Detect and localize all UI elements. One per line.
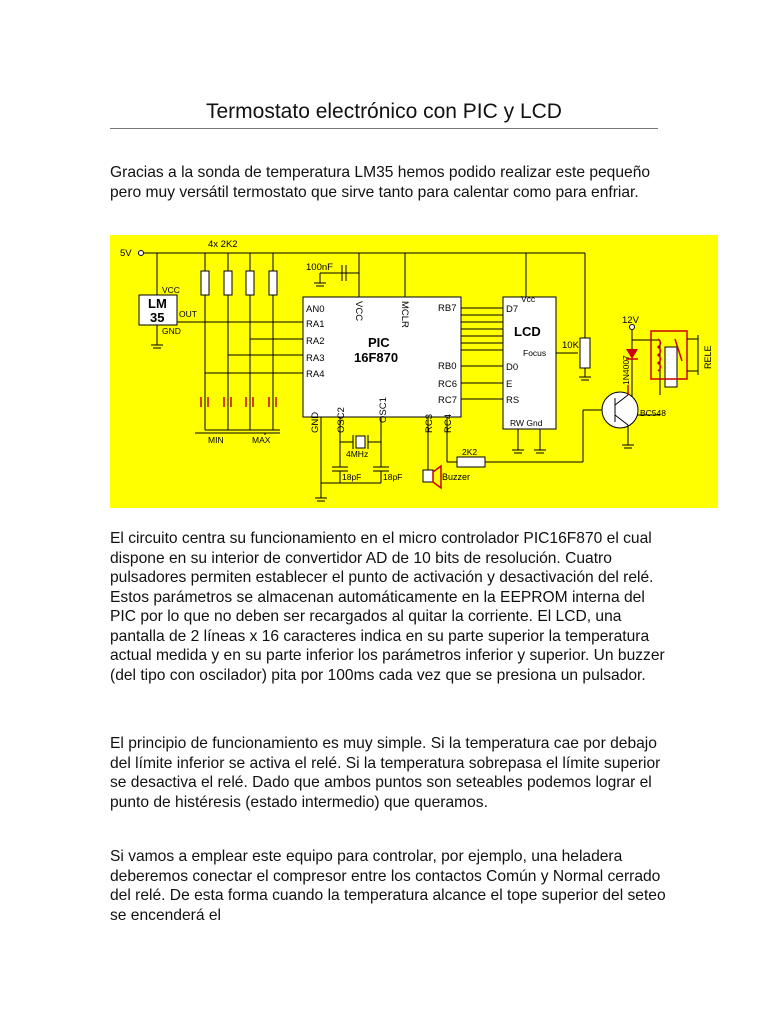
label-pot-10k: 10K: [562, 340, 579, 351]
page-title: Termostato electrónico con PIC y LCD: [206, 100, 562, 124]
label-diode: 1N4007: [621, 355, 631, 385]
pin-mclr: MCLR: [399, 301, 410, 328]
label-pic-line1: PIC: [368, 335, 390, 350]
pin-rc3: RC3: [424, 413, 435, 433]
pin-rc4: RC4: [443, 413, 454, 433]
label-crystal: 4MHz: [346, 449, 369, 459]
label-lm35-vcc: VCC: [162, 285, 180, 295]
label-12v: 12V: [622, 315, 639, 326]
label-btn-min: MIN: [208, 435, 224, 445]
label-btn-max: MAX: [252, 435, 271, 445]
pin-osc2: OSC2: [336, 407, 347, 433]
pin-rc6: RC6: [438, 379, 458, 390]
label-5v: 5V: [120, 248, 132, 259]
circuit-schematic: [110, 235, 718, 508]
pin-rb7: RB7: [438, 303, 457, 314]
body-paragraph-principle: El principio de funcionamiento es muy simple. Si la temperatura cae por debajo del límite inferior se activa el relé. Si la temperatura sobrepasa el límite superior se desactiva el relé. Dado que ambos puntos son seteables podemos lograr el punto de histéresis (estado intermedio) que queramos.: [110, 735, 661, 811]
lcd-rs: RS: [506, 395, 520, 406]
title-divider: [110, 128, 658, 129]
pin-ra4: RA4: [306, 369, 325, 380]
label-lm35-line1: LM: [148, 296, 167, 311]
intro-paragraph: Gracias a la sonda de temperatura LM35 hemos podido realizar este pequeño pero muy versátil termostato que sirve tanto para calentar como para enfriar.: [110, 164, 651, 201]
label-buzzer: Buzzer: [442, 472, 471, 482]
label-lm35-out: OUT: [179, 309, 197, 319]
lcd-title: LCD: [514, 324, 541, 339]
pin-an0: AN0: [306, 304, 325, 315]
lcd-rwgnd: RW Gnd: [510, 418, 543, 428]
body-paragraph-usage: Si vamos a emplear este equipo para controlar, por ejemplo, una heladera deberemos conectar el compresor entre los contactos Común y Normal cerrado del relé. De esta forma cuando la temperatura alcance el tope superior del seteo se encenderá el: [110, 848, 666, 924]
schematic-drawing: [110, 235, 718, 508]
pin-ra3: RA3: [306, 353, 325, 364]
pin-ra1: RA1: [306, 319, 325, 330]
label-transistor: BC548: [640, 408, 666, 418]
label-100nf: 100nF: [306, 262, 333, 273]
lcd-e: E: [506, 379, 513, 390]
pin-rc7: RC7: [438, 395, 458, 406]
label-lm35-line2: 35: [150, 310, 165, 325]
pin-ra2: RA2: [306, 336, 325, 347]
pin-vcc: VCC: [353, 301, 364, 322]
label-res-2k2: 2K2: [462, 447, 478, 457]
body-paragraph-circuit: El circuito centra su funcionamiento en el micro controlador PIC16F870 el cual dispone en su interior de convertidor AD de 10 bits de resolución. Cuatro pulsadores permiten establecer el punto de activación y desactivación del relé. Estos parámetros se almacenan automáticamente en la EEPROM interna del PIC por lo que no deben ser recargados al quitar la corriente. El LCD, una pantalla de 2 líneas x 16 caracteres indica en su parte superior la temperatura actual medida y en su parte inferior los parámetros inferior y superior. Un buzzer (del tipo con oscilador) pita por 100ms cada vez que se presiona un pulsador.: [110, 530, 665, 684]
pin-osc1: OSC1: [378, 397, 389, 423]
lcd-vcc: Vcc: [521, 294, 536, 304]
lcd-d7: D7: [506, 304, 519, 315]
label-cap-18pf-b: 18pF: [383, 472, 403, 482]
label-pic-line2: 16F870: [354, 350, 399, 365]
label-cap-18pf-a: 18pF: [342, 472, 362, 482]
pin-rb0: RB0: [438, 361, 457, 372]
label-lm35-gnd: GND: [162, 326, 181, 336]
lcd-focus: Focus: [523, 348, 547, 358]
label-relay: RELE: [703, 345, 713, 369]
label-resistor-bank: 4x 2K2: [208, 239, 238, 250]
lcd-d0: D0: [506, 362, 519, 373]
pin-gnd: GND: [310, 411, 321, 433]
